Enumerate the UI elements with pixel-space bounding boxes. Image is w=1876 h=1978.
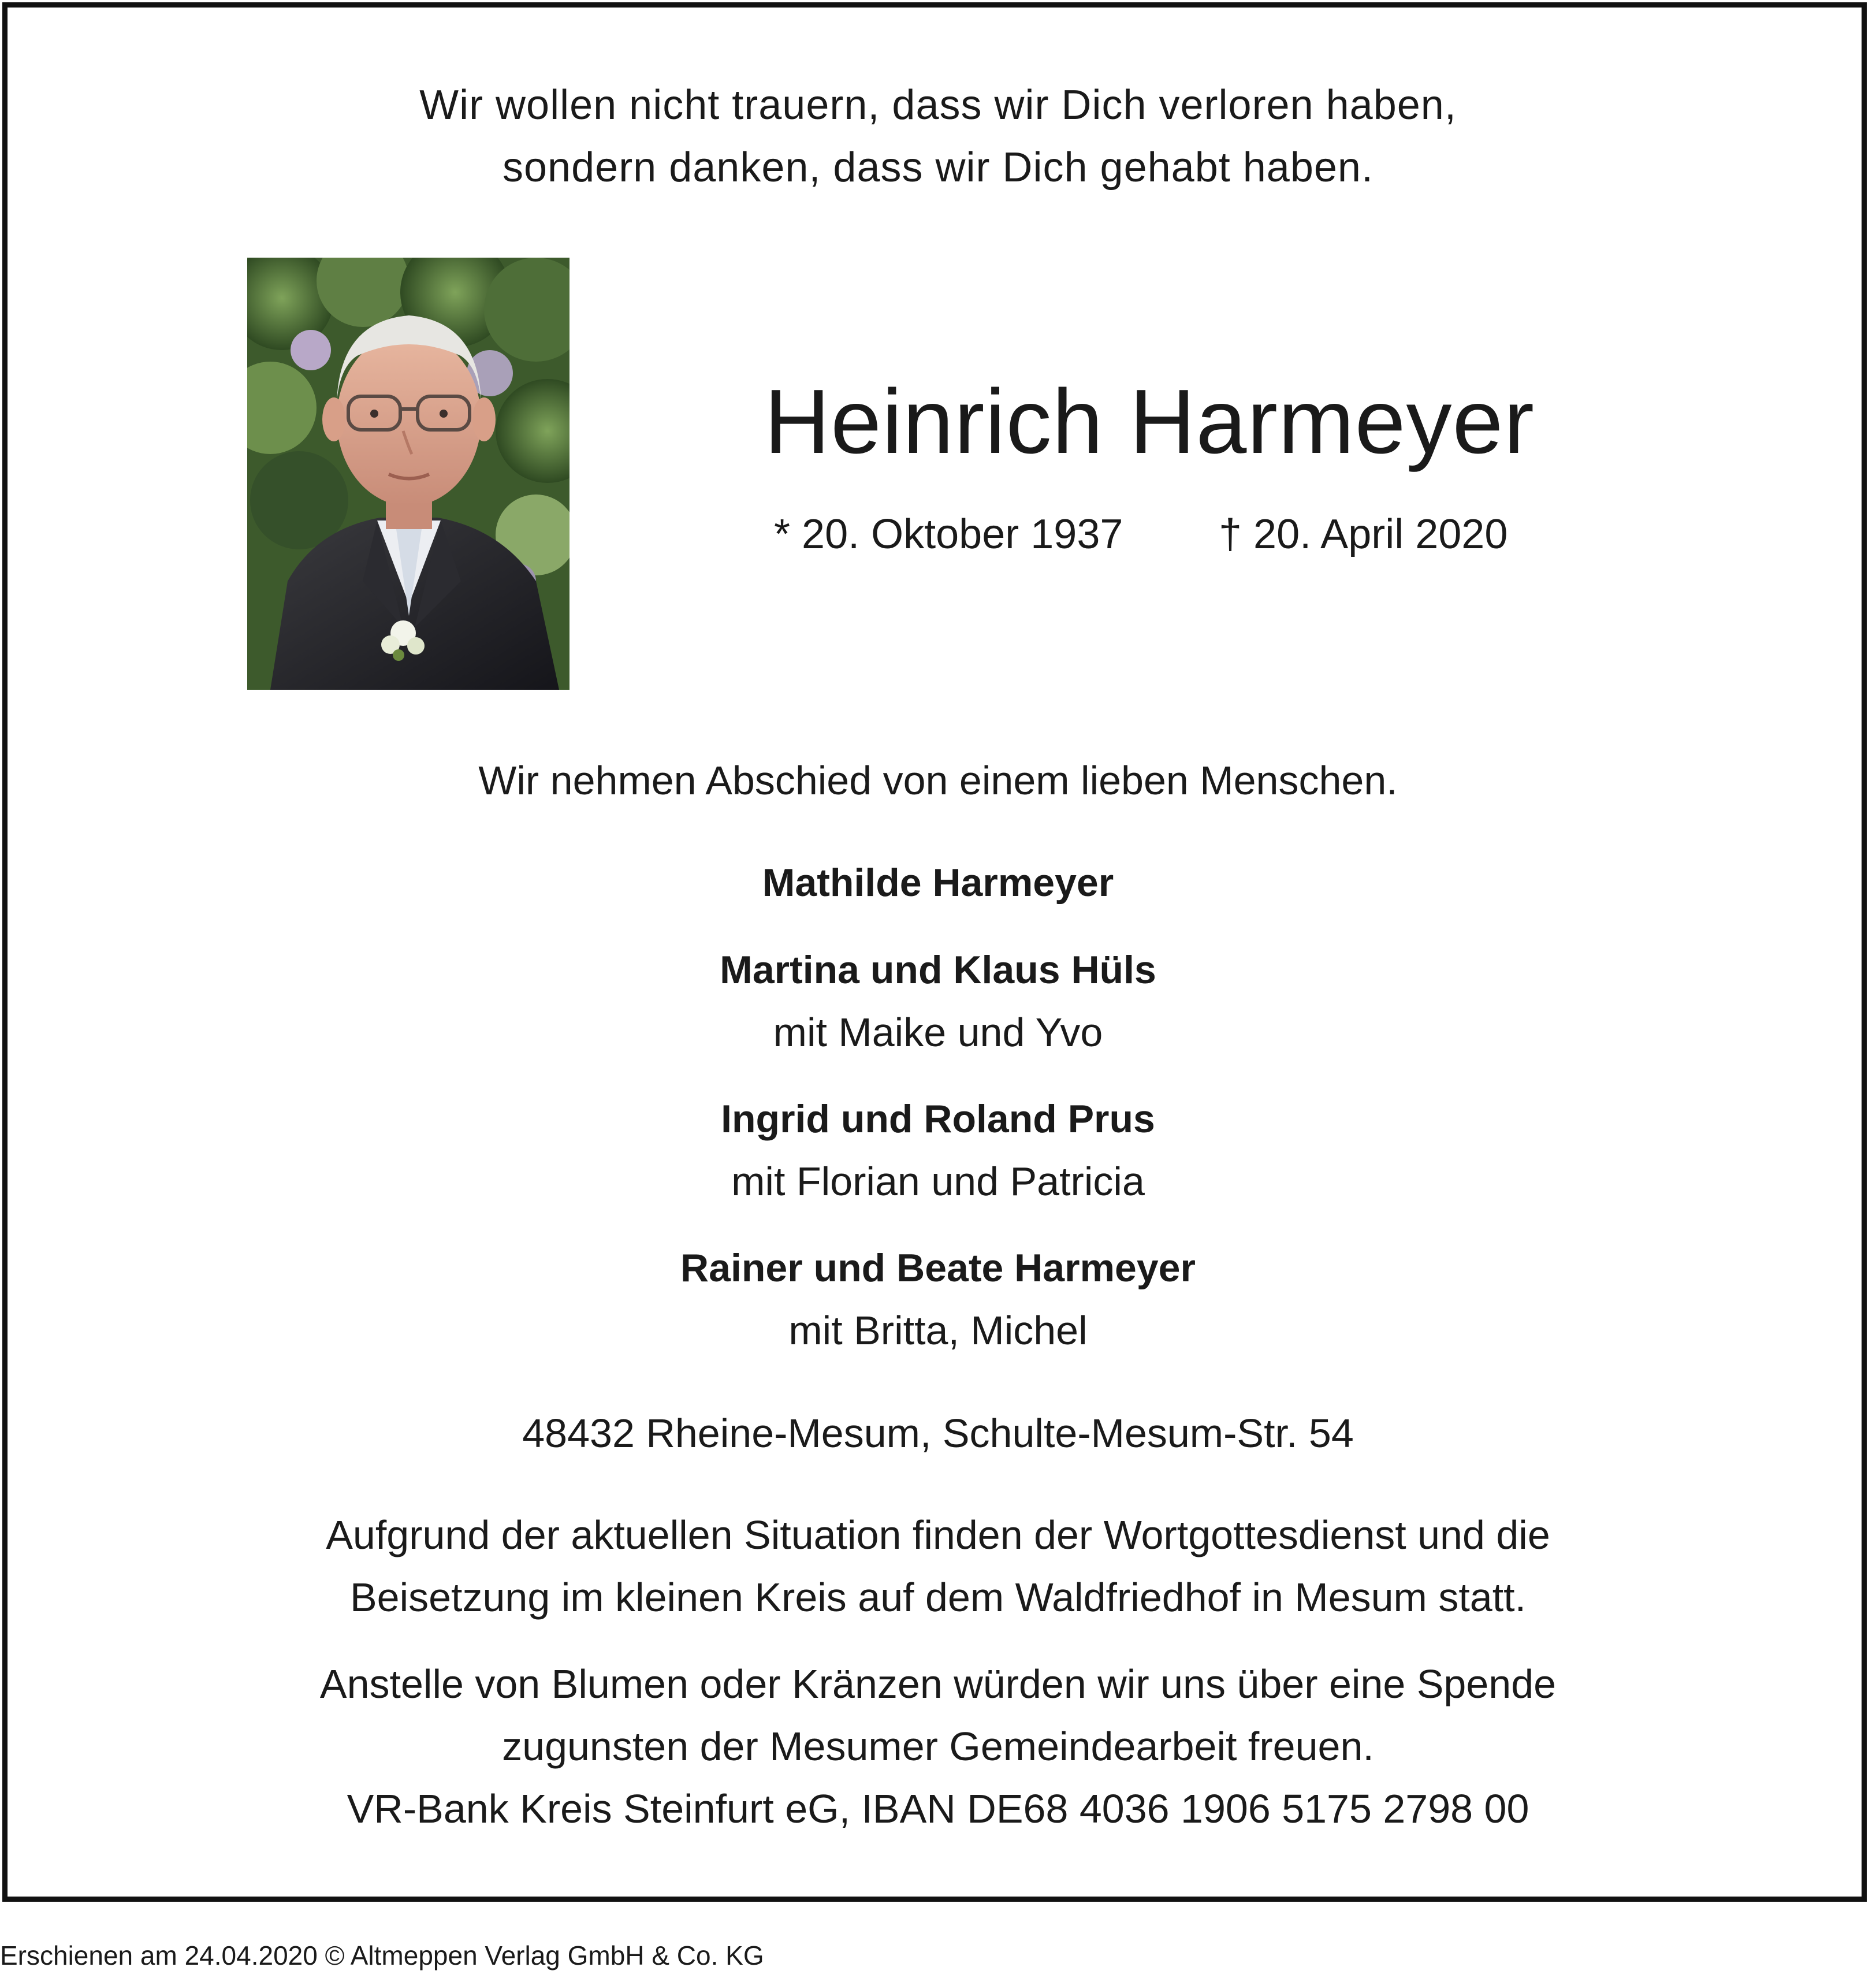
service-note-line-2: Beisetzung im kleinen Kreis auf dem Waldfriedhof in Mesum statt. [349,1575,1527,1620]
opening-quote [0,74,1876,199]
birth-date: * 20. Oktober 1937 [774,511,1123,557]
donation-note-line-2: zugunsten der Mesumer Gemeindearbeit freuen. [502,1724,1374,1769]
publication-footer: Erschienen am 24.04.2020 © Altmeppen Verlag GmbH & Co. KG [0,1940,764,1970]
portrait-photo [247,258,570,690]
deceased-name: Heinrich Harmeyer [764,371,1535,473]
mourner-name: Martina und Klaus Hüls [720,948,1156,992]
death-date: † 20. April 2020 [1219,511,1508,557]
quote-line-2: sondern danken, dass wir Dich gehabt haben. [502,144,1374,191]
mourner-name: Mathilde Harmeyer [762,861,1114,905]
farewell-line: Wir nehmen Abschied von einem lieben Menschen. [478,758,1398,803]
mourner-with: mit Florian und Patricia [731,1159,1145,1204]
mourner-with: mit Maike und Yvo [773,1010,1103,1055]
address: 48432 Rheine-Mesum, Schulte-Mesum-Str. 54 [522,1411,1354,1456]
service-note-line-1: Aufgrund der aktuellen Situation finden der Wortgottesdienst und die [326,1512,1550,1557]
mourner-name: Ingrid und Roland Prus [721,1097,1155,1141]
mourner-name: Rainer und Beate Harmeyer [680,1246,1196,1290]
quote-line-1: Wir wollen nicht trauern, dass wir Dich verloren haben, [419,82,1457,128]
bank-details: VR-Bank Kreis Steinfurt eG, IBAN DE68 4036 1906 5175 2798 00 [347,1786,1529,1831]
donation-note-line-1: Anstelle von Blumen oder Kränzen würden wir uns über eine Spende [319,1661,1557,1706]
mourner-with: mit Britta, Michel [788,1308,1088,1353]
